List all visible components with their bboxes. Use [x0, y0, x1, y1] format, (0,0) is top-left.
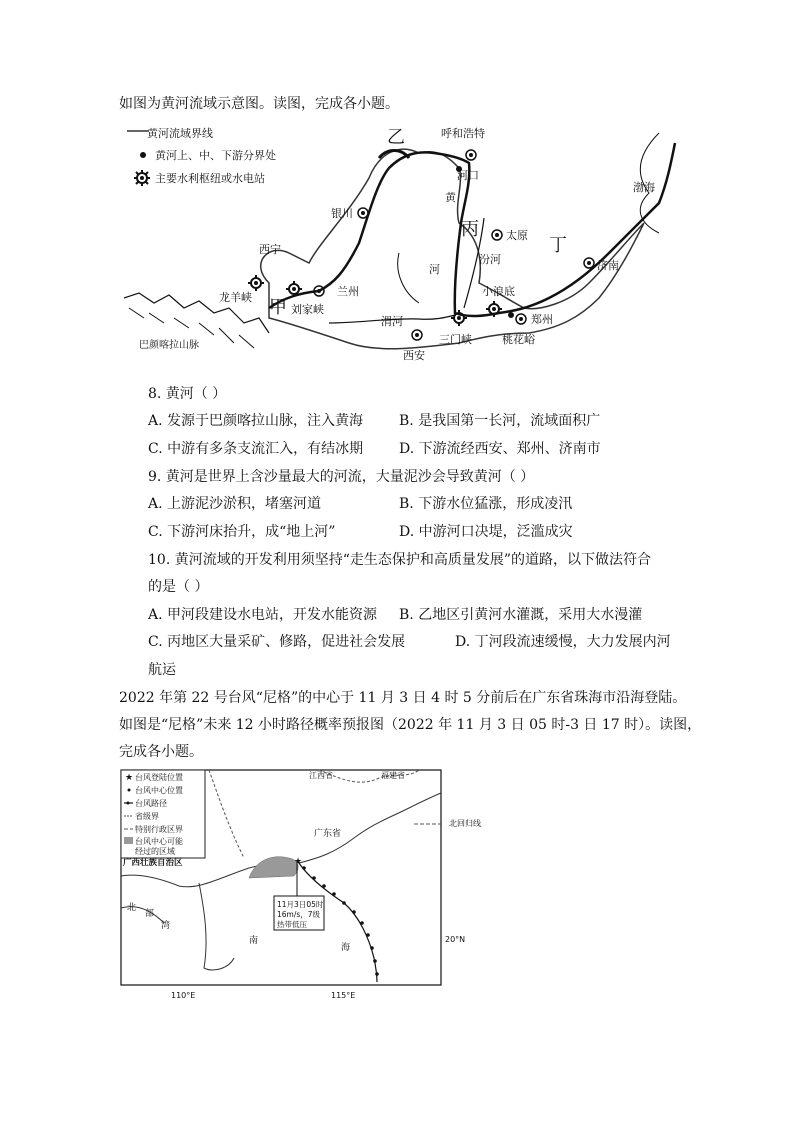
legend-center: 台风中心位置 — [135, 786, 183, 795]
q10-option-b[interactable]: B. 乙地区引黄河水灌溉，采用大水漫灌 — [399, 607, 643, 623]
q10-option-d-cont: 航运 — [148, 662, 176, 678]
intro-text-2-line1: 2022 年第 22 号台风“尼格”的中心于 11 月 3 日 4 时 5 分前后在广东省珠海市沿海登陆。 — [119, 690, 687, 706]
dam-longyangxia — [248, 275, 264, 291]
q8-option-b[interactable]: B. 是我国第一长河，流域面积广 — [399, 413, 601, 429]
label-bing: 丙 — [461, 219, 479, 240]
label-yi: 乙 — [387, 127, 405, 148]
q9-stem: 9. 黄河是世界上含沙量最大的河流，大量泥沙会导致黄河（ ） — [148, 469, 535, 485]
q10-option-a[interactable]: A. 甲河段建设水电站，开发水能资源 — [148, 607, 378, 623]
label-xining: 西宁 — [259, 243, 281, 256]
q9-option-b[interactable]: B. 下游水位猛涨，形成凌汛 — [399, 496, 573, 512]
q8-stem: 8. 黄河（ ） — [148, 386, 227, 402]
label-nan: 南 — [249, 936, 259, 946]
callout-wind: 16m/s，7级 — [277, 910, 321, 919]
map1-legend — [127, 126, 276, 186]
label-lanzhou: 兰州 — [337, 285, 359, 298]
q10-option-c[interactable]: C. 丙地区大量采矿、修路，促进社会发展 — [148, 634, 406, 650]
intro-text-2-line2: 如图是“尼格”未来 12 小时路径概率预报图（2022 年 11 月 3 日 05 时-3 日 17 时）。读图， — [119, 717, 702, 733]
legend-area: 台风中心可能 — [135, 837, 183, 846]
label-jia: 甲 — [269, 297, 287, 318]
label-yinchuan: 银川 — [331, 207, 353, 220]
label-longyangxia: 龙羊峡 — [219, 291, 252, 304]
legend-province: 省级界 — [135, 812, 159, 821]
intro-text-2-line3: 完成各小题。 — [119, 744, 203, 760]
legend-boundary: 黄河流域界线 — [147, 127, 213, 140]
label-lat20: 20°N — [445, 935, 466, 944]
label-taiyuan: 太原 — [506, 229, 528, 242]
label-guangxi: 广西壮族自治区 — [123, 858, 183, 868]
label-sanmenxia: 三门峡 — [439, 333, 472, 346]
q9-option-c[interactable]: C. 下游河床抬升，成“地上河” — [148, 524, 336, 540]
svg-text:★: ★ — [125, 773, 134, 783]
intro-text-1: 如图为黄河流域示意图。读图，完成各小题。 — [119, 96, 399, 112]
label-bayankala: 巴颜喀拉山脉 — [139, 340, 199, 351]
label-zhengzhou: 郑州 — [531, 313, 553, 326]
q8-option-a[interactable]: A. 发源于巴颜喀拉山脉，注入黄海 — [148, 413, 364, 429]
label-xian: 西安 — [403, 349, 425, 362]
callout-time: 11月3日05时 — [277, 900, 324, 909]
label-tropic: 北回归线 — [449, 819, 481, 828]
label-he: 河 — [429, 263, 440, 276]
label-lon115: 115°E — [331, 991, 356, 1000]
label-huang: 黄 — [445, 191, 456, 204]
legend-track: 台风路径 — [135, 799, 167, 808]
label-bohai: 渤海 — [633, 181, 655, 194]
dam-icon — [134, 170, 150, 186]
legend-divide: 黄河上、中、下游分界处 — [155, 149, 276, 162]
label-hai: 海 — [341, 943, 351, 953]
label-hekou: 河口 — [457, 169, 479, 182]
q10-option-d[interactable]: D. 丁河段流速缓慢，大力发展内河 — [455, 634, 671, 650]
q8-option-c[interactable]: C. 中游有多条支流汇入，有结冰期 — [148, 441, 364, 457]
label-liujiaxia: 刘家峡 — [291, 303, 324, 316]
label-lon110: 110°E — [171, 991, 196, 1000]
typhoon-map — [119, 768, 481, 1004]
label-wan: 湾 — [161, 921, 171, 931]
label-taohuayu: 桃花峪 — [502, 333, 535, 346]
label-jinan: 济南 — [597, 259, 619, 272]
label-huhehaote: 呼和浩特 — [441, 127, 485, 140]
legend-sar: 特别行政区界 — [135, 825, 183, 834]
label-weihe: 渭河 — [381, 315, 403, 328]
legend-area-2: 经过的区域 — [135, 847, 175, 856]
callout-level: 热带低压 — [277, 920, 307, 929]
legend-dam: 主要水利枢纽或水电站 — [155, 172, 265, 185]
label-ding: 丁 — [549, 235, 567, 256]
legend-landfall: 台风登陆位置 — [135, 773, 183, 782]
label-bu: 部 — [145, 909, 155, 919]
yellow-river-map — [119, 123, 675, 375]
label-bei: 北 — [127, 903, 137, 913]
dam-sanmenxia — [451, 310, 467, 326]
label-guangdong: 广东省 — [314, 829, 342, 839]
label-fenhe: 汾河 — [479, 253, 501, 266]
q8-option-d[interactable]: D. 下游流经西安、郑州、济南市 — [399, 441, 601, 457]
q10-stem-line2: 的是（ ） — [148, 579, 209, 595]
landfall-star: ★ — [294, 857, 303, 867]
label-fujian: 福建省 — [381, 771, 405, 780]
q9-option-a[interactable]: A. 上游泥沙淤积，堵塞河道 — [148, 496, 322, 512]
label-jiangxi: 江西省 — [309, 771, 333, 780]
q10-stem-line1: 10. 黄河流域的开发利用须坚持“走生态保护和高质量发展”的道路，以下做法符合 — [148, 552, 652, 568]
label-xiaolangdi: 小浪底 — [482, 285, 515, 298]
q9-option-d[interactable]: D. 中游河口决堤，泛滥成灾 — [399, 524, 573, 540]
